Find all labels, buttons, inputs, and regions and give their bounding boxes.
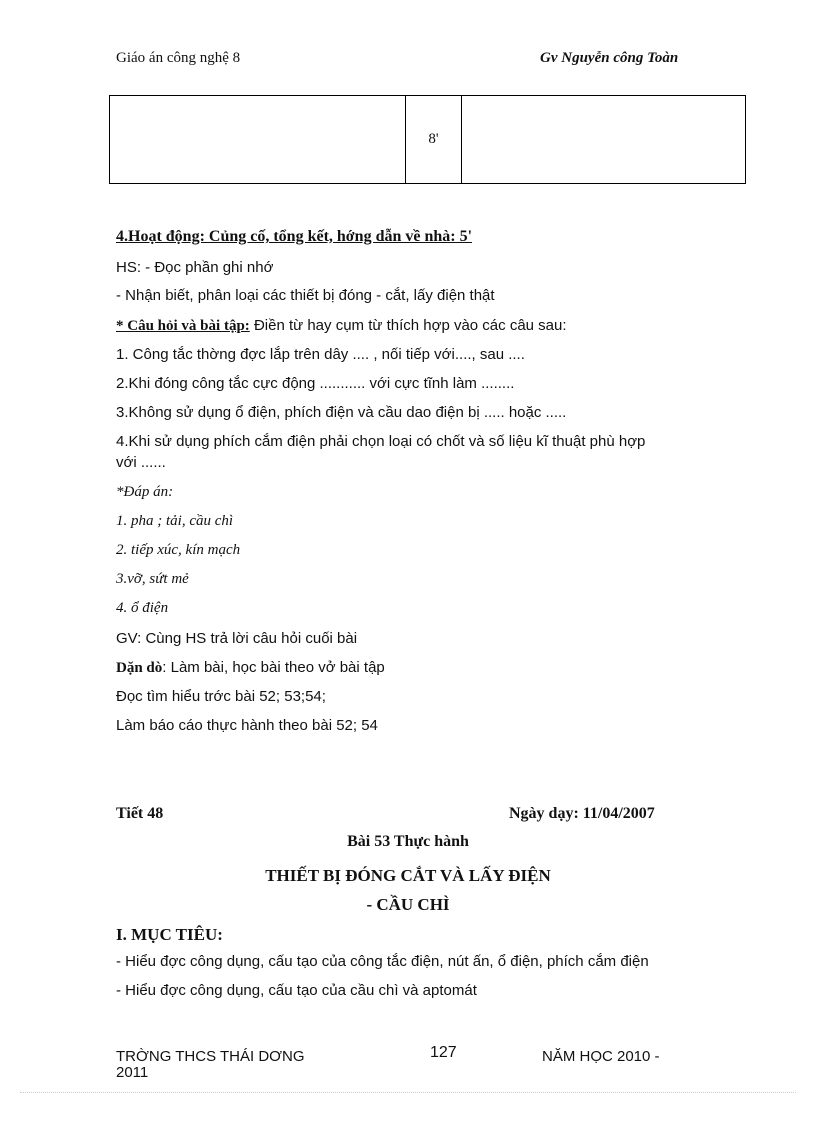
question-item: với ......: [116, 454, 166, 471]
answer-item: 1. pha ; tải, cầu chì: [116, 513, 234, 529]
muc-tieu-label: I. MỤC TIÊU:: [116, 925, 223, 944]
answer-item: 2. tiếp xúc, kín mạch: [116, 542, 241, 558]
muc-tieu-item: - Hiểu đợc công dụng, cấu tạo của cầu chì và aptomát: [116, 982, 477, 999]
answer-item: 4. ổ điện: [116, 600, 169, 616]
text-line: HS: - Đọc phần ghi nhớ: [116, 259, 274, 276]
answer-label: *Đáp án:: [116, 484, 174, 500]
lesson-bai: Bài 53 Thực hành: [347, 833, 469, 850]
footer-year: NĂM HỌC 2010 -: [542, 1048, 660, 1065]
footer-page: 127: [430, 1044, 457, 1061]
dando-text: : Làm bài, học bài theo vở bài tập: [162, 659, 385, 676]
section-4-title: 4.Hoạt động: Củng cố, tổng kết, hớng dẫn về nhà: 5': [116, 228, 473, 245]
dando-label: Dặn dò: [116, 660, 163, 676]
footer-school: TRỜNG THCS THÁI DƠNG: [116, 1048, 305, 1065]
answer-item: 3.vỡ, sứt mẻ: [116, 571, 189, 587]
table-cell-3: [462, 96, 746, 184]
header-right: Gv Nguyễn công Toàn: [540, 50, 679, 66]
report-line: Làm báo cáo thực hành theo bài 52; 54: [116, 717, 378, 734]
text-line: - Nhận biết, phân loại các thiết bị đóng - cắt, lấy điện thật: [116, 287, 495, 304]
page-divider: [20, 1092, 796, 1093]
lesson-title-1: THIẾT BỊ ĐÓNG CẮT VÀ LẤY ĐIỆN: [265, 866, 551, 885]
table-cell-2: 8': [406, 96, 462, 184]
questions-intro: Điền từ hay cụm từ thích hợp vào các câu sau:: [249, 317, 567, 334]
top-table: [109, 95, 746, 184]
question-item: 4.Khi sử dụng phích cắm điện phải chọn loại có chốt và số liệu kĩ thuật phù hợp: [116, 433, 646, 450]
lesson-tiet: Tiết 48: [116, 805, 164, 822]
header-left: Giáo án công nghệ 8: [116, 50, 241, 66]
table-cell-1: [110, 96, 406, 184]
gv-line: GV: Cùng HS trả lời câu hỏi cuối bài: [116, 630, 358, 647]
lesson-title-2: - CẦU CHÌ: [366, 895, 450, 914]
questions-line: [116, 317, 567, 335]
question-item: 2.Khi đóng công tắc cực động ........... với cực tĩnh làm ........: [116, 375, 515, 392]
question-item: 3.Không sử dụng ổ điện, phích điện và cầu dao điện bị ..... hoặc .....: [116, 404, 567, 421]
read-line: Đọc tìm hiểu trớc bài 52; 53;54;: [116, 688, 326, 705]
lesson-date: Ngày dạy: 11/04/2007: [509, 805, 655, 822]
muc-tieu-item: - Hiểu đợc công dụng, cấu tạo của công tắc điện, nút ấn, ổ điện, phích cắm điện: [116, 953, 649, 970]
dando-line: [116, 659, 385, 677]
question-item: 1. Công tắc thờng đợc lắp trên dây .... , nối tiếp với...., sau ....: [116, 346, 525, 363]
questions-label: * Câu hỏi và bài tập:: [116, 318, 250, 334]
footer-year-2: 2011: [116, 1065, 149, 1077]
